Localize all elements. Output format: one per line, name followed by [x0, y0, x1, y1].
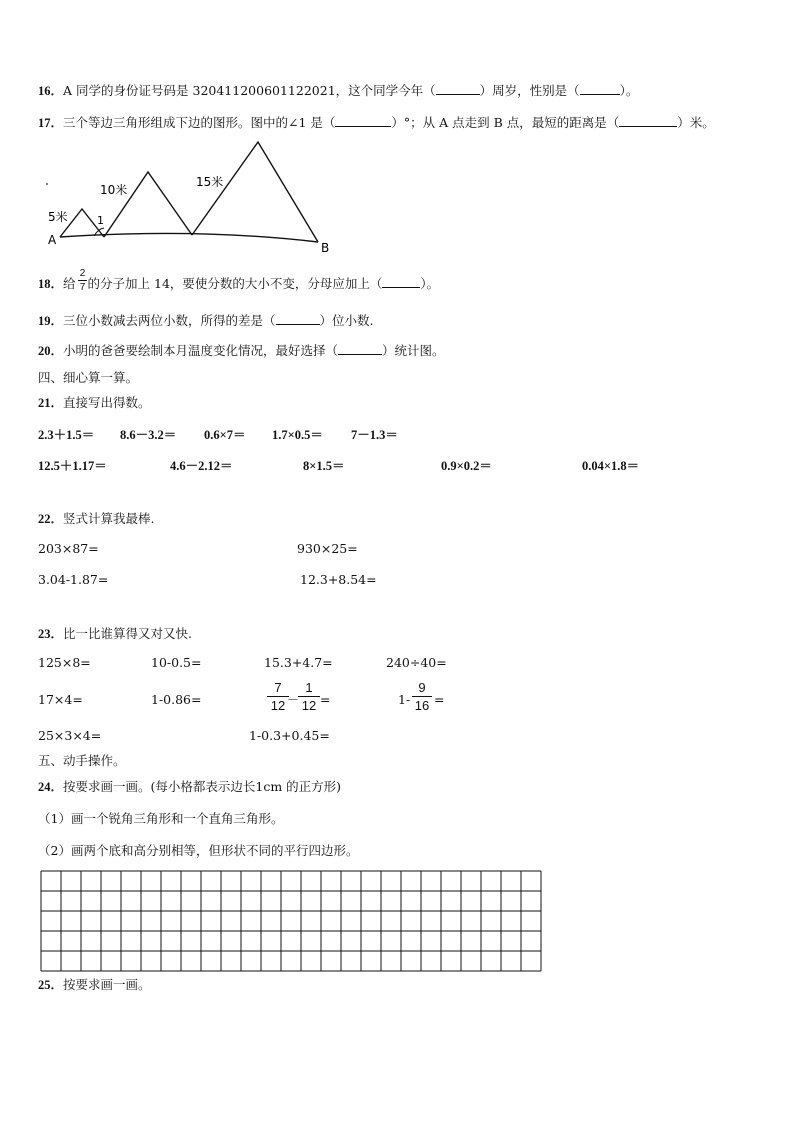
question-text: 三位小数减去两位小数，所得的差是（	[63, 313, 276, 328]
calc-item: 240÷40=	[386, 655, 447, 670]
calc-item: 125×8=	[38, 655, 91, 670]
calc-item: 8×1.5＝	[303, 459, 345, 473]
calc-item: 25×3×4=	[38, 728, 102, 743]
question-number: 19．	[38, 314, 64, 328]
calc-item: 0.04×1.8＝	[582, 459, 640, 473]
equals-sign: =	[434, 692, 445, 707]
answer-blank[interactable]	[436, 83, 480, 95]
question-text: ）。	[619, 83, 639, 98]
calc-item: 203×87=	[38, 541, 99, 556]
section-heading: 四、细心算一算。	[38, 370, 139, 385]
question-25	[38, 977, 151, 993]
question-16	[38, 83, 638, 99]
question-text: 三个等边三角形组成下边的图形。图中的∠1 是（	[63, 115, 336, 130]
fraction-2-7: 2 7	[79, 268, 86, 293]
question-text: A 同学的身份证号码是 320411200601122021，这个同学今年（	[63, 83, 436, 98]
calc-item: 0.9×0.2＝	[441, 459, 492, 473]
calc-item: 1-0.86=	[151, 692, 202, 707]
question-18	[38, 276, 439, 292]
side-label-5m: 5米	[48, 210, 68, 224]
calc-item: 8.6－3.2＝	[120, 428, 177, 442]
calc-item: 3.04-1.87=	[38, 572, 109, 587]
point-b-label: B	[321, 241, 330, 255]
question-number: 23．	[38, 627, 64, 641]
fraction-1-12: 1 12	[298, 680, 320, 713]
question-text: 给	[63, 276, 76, 291]
answer-blank[interactable]	[619, 115, 677, 127]
question-text: 按要求画一画。(每小格都表示边长1cm 的正方形)	[63, 779, 342, 794]
calc-item: 7－1.3＝	[351, 428, 398, 442]
question-text: 按要求画一画。	[63, 977, 151, 992]
calc-item: 4.6－2.12＝	[170, 459, 233, 473]
calc-item: 1-	[398, 692, 411, 707]
calc-item: 10-0.5=	[151, 655, 202, 670]
sub-question-1: （1）画一个锐角三角形和一个直角三角形。	[38, 811, 284, 826]
angle-label: 1	[97, 214, 104, 227]
question-20	[38, 343, 445, 359]
question-number: 21．	[38, 396, 64, 410]
triangle-figure	[40, 136, 340, 258]
answer-blank[interactable]	[338, 343, 382, 355]
question-text: ）周岁，性别是（	[479, 83, 580, 98]
answer-blank[interactable]	[276, 313, 320, 325]
point-a-label: A	[48, 233, 57, 247]
question-22	[38, 511, 155, 527]
calc-item: 1.7×0.5＝	[272, 428, 323, 442]
equals-sign: =	[320, 692, 331, 707]
question-text: ）位小数.	[319, 313, 374, 328]
question-number: 25．	[38, 978, 64, 992]
question-24	[38, 779, 341, 795]
question-text: 比一比谁算得又对又快.	[63, 626, 192, 641]
answer-blank[interactable]	[335, 115, 391, 127]
question-text: ）米。	[677, 115, 715, 130]
minus-sign: －	[287, 693, 300, 707]
calc-item: 15.3+4.7=	[264, 655, 333, 670]
sub-question-2: （2）画两个底和高分别相等，但形状不同的平行四边形。	[38, 843, 359, 858]
question-21	[38, 395, 151, 411]
side-label-15m: 15米	[196, 175, 224, 189]
calc-item: 12.5＋1.17＝	[38, 459, 107, 473]
calc-item: 930×25=	[297, 541, 358, 556]
calc-item: 1-0.3+0.45=	[249, 728, 330, 743]
question-text: ）。	[420, 276, 440, 291]
calc-item: 17×4=	[38, 692, 83, 707]
question-number: 20．	[38, 344, 64, 358]
question-number: 22．	[38, 512, 64, 526]
question-19	[38, 313, 374, 329]
question-text: 的分子加上 14，要使分数的大小不变，分母应加上（	[87, 276, 383, 291]
fraction-9-16: 9 16	[412, 680, 432, 713]
question-text: 直接写出得数。	[63, 395, 151, 410]
section-heading: 五、动手操作。	[38, 753, 126, 768]
question-number: 24．	[38, 780, 64, 794]
question-number: 16．	[38, 84, 64, 98]
question-23	[38, 626, 192, 642]
question-text: 小明的爸爸要绘制本月温度变化情况，最好选择（	[63, 343, 339, 358]
answer-blank[interactable]	[580, 83, 620, 95]
side-label-10m: 10米	[100, 183, 128, 197]
calc-item: 2.3＋1.5＝	[38, 428, 95, 442]
question-text: ）统计图。	[382, 343, 445, 358]
question-text: ）°；从 A 点走到 B 点，最短的距离是（	[391, 115, 620, 130]
drawing-grid[interactable]	[40, 870, 542, 972]
calc-item: 12.3+8.54=	[300, 572, 377, 587]
question-text: 竖式计算我最棒.	[63, 511, 155, 526]
answer-blank[interactable]	[382, 276, 420, 288]
question-17	[38, 115, 715, 131]
fraction-7-12: 7 12	[267, 680, 289, 713]
question-number: 18．	[38, 277, 64, 291]
calc-item: 0.6×7＝	[204, 428, 246, 442]
question-number: 17．	[38, 116, 64, 130]
